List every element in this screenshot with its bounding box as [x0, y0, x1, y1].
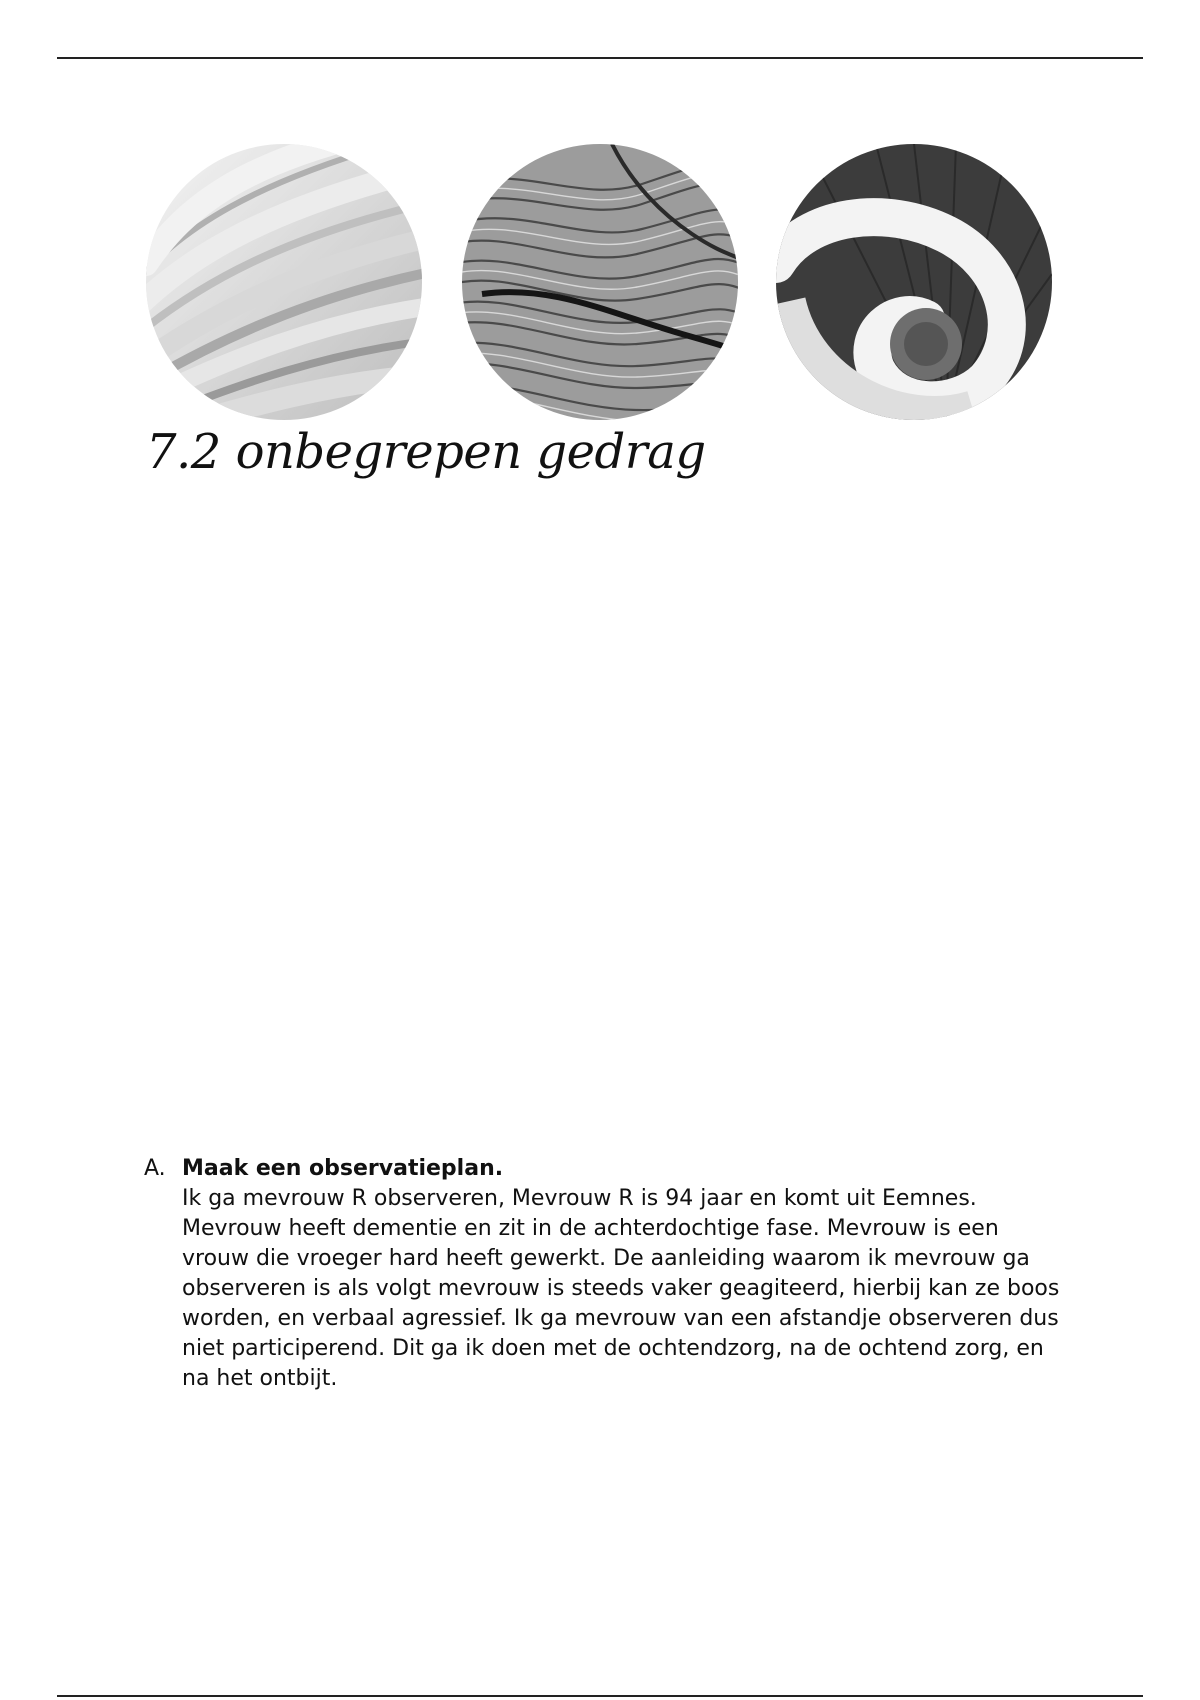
- bottom-rule: [57, 1695, 1143, 1697]
- page-title: 7.2 onbegrepen gedrag: [146, 424, 706, 480]
- question-body: [182, 1154, 1064, 1394]
- question-title: Maak een observatieplan.: [182, 1156, 504, 1181]
- question-a: [144, 1154, 1064, 1394]
- question-marker: A.: [144, 1156, 166, 1181]
- paper-layers-image: [146, 144, 422, 420]
- question-answer: Ik ga mevrouw R observeren, Mevrouw R is 94 jaar en komt uit Eemnes. Mevrouw heeft dementie en zit in de achterdochtige fase. Mevrouw is een vrouw die vroeger hard heeft gewerkt. De aanleiding waarom ik mevrouw ga observeren is als volgt mevrouw is steeds vaker geagiteerd, hierbij kan ze boos worden, en verbaal agressief. Ik ga mevrouw van een afstandje observeren dus niet participerend. Dit ga ik doen met de ochtendzorg, na de ochtend zorg, en na het ontbijt.: [182, 1186, 1060, 1391]
- header-images: [146, 144, 1051, 424]
- wood-grain-image: [462, 144, 738, 420]
- top-rule: [57, 57, 1143, 59]
- spiral-staircase-image: [776, 144, 1052, 420]
